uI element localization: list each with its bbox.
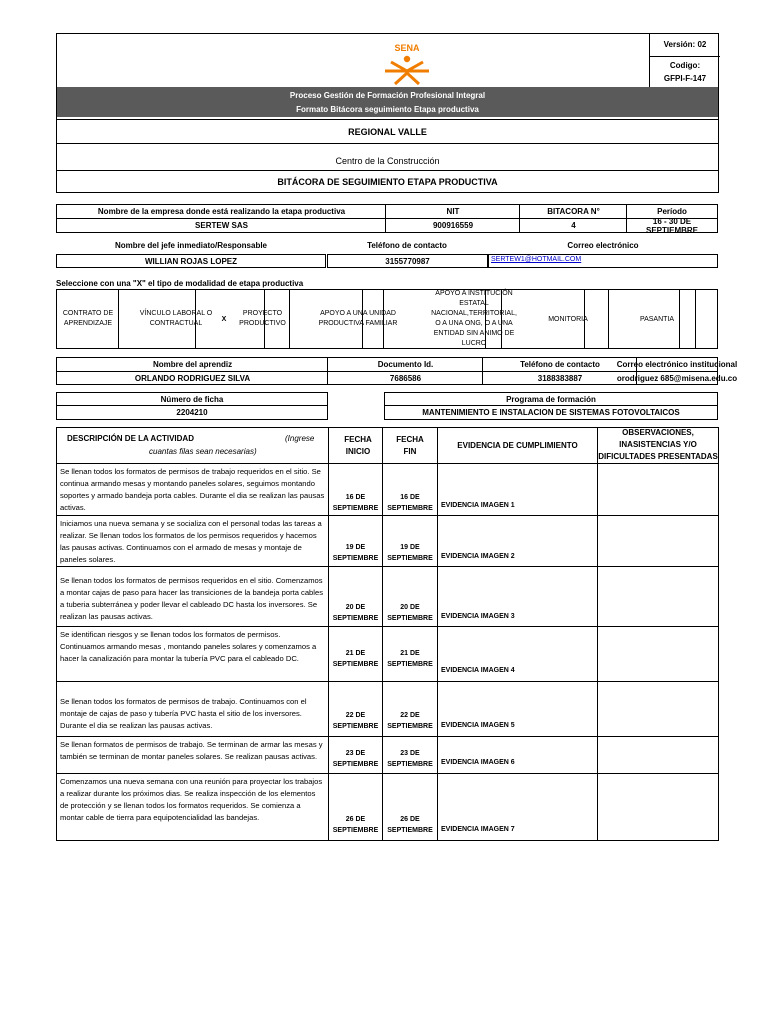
activity-end-date: 22 DE SEPTIEMBRE	[387, 711, 433, 730]
activity-row	[57, 627, 718, 682]
activity-description: Comenzamos una nueva semana con una reunión para proyectar los trabajos a realizar durante los próximos dias. Se realiza inspección de los elementos de protección y se llenan todos los formatos requeridos. Se comienza a montar cable de tierra para equipotencialidad las bandejas.	[60, 777, 323, 822]
activity-description: Se identifican riesgos y se llenan todos los formatos de permisos. Continuamos armando mesas , montando paneles solares y comenzamos a hacer la canalización para montar la tubería PVC para el cableado DC.	[60, 630, 317, 663]
activity-start-date: 23 DE SEPTIEMBRE	[332, 749, 379, 768]
document-header	[56, 33, 719, 193]
version-code-box	[649, 33, 720, 88]
modality-option-proyecto: PROYECTO PRODUCTIVO	[239, 310, 286, 327]
program-value: MANTENIMIENTO E INSTALACION DE SISTEMAS FOTOVOLTAICOS	[422, 408, 680, 417]
document-title: BITÁCORA DE SEGUIMIENTO ETAPA PRODUCTIVA	[57, 170, 718, 192]
apprentice-phone-value: 3188383887	[537, 374, 583, 383]
modality-mark-proyecto[interactable]	[290, 290, 304, 348]
modality-mark-monitoria[interactable]	[609, 290, 619, 348]
apprentice-phone-label: Teléfono de contacto	[520, 360, 600, 369]
regional-title: REGIONAL VALLE	[57, 119, 718, 144]
activity-description: Se llenan formatos de permisos de trabajo. Se terminan de armar las mesas y también se terminan de montar paneles solares. Se realizan pausas activas.	[60, 740, 323, 761]
activity-description: Se llenan todos los formatos de permisos de trabajo requeridos en el sitio. Se continua armando mesas y montando paneles solares, seguimos montando soportes y armado bandeja porta cables. Durante el dia se realizan las pausas activas.	[60, 467, 325, 512]
activity-row	[57, 567, 718, 627]
activity-row	[57, 516, 718, 567]
centro-title: Centro de la Construcción	[335, 156, 440, 166]
activity-end-date: 19 DE SEPTIEMBRE	[387, 543, 433, 562]
activities-table	[56, 427, 719, 841]
header-desc-note-a: (Ingrese	[285, 434, 315, 443]
activity-evidence: EVIDENCIA IMAGEN 7	[441, 826, 515, 833]
company-table	[56, 204, 718, 233]
activity-row	[57, 464, 718, 516]
activity-end-date: 23 DE SEPTIEMBRE	[387, 749, 433, 768]
activity-row	[57, 774, 718, 840]
modality-option-contrato: CONTRATO DE APRENDIZAJE	[62, 310, 114, 327]
process-band	[57, 87, 718, 117]
activity-observations	[601, 466, 715, 512]
apprentice-table	[56, 357, 738, 385]
company-name-value: SERTEW SAS	[195, 221, 248, 230]
modality-mark-institucion[interactable]	[514, 290, 528, 348]
boss-name-value: WILLIAN ROJAS LOPEZ	[56, 254, 326, 268]
header-desc: DESCRIPCIÓN DE LA ACTIVIDAD	[67, 434, 194, 443]
ficha-value: 2204210	[176, 408, 208, 417]
modality-mark-pasantia[interactable]	[696, 290, 717, 348]
boss-email-label: Correo electrónico	[567, 241, 639, 250]
activity-observations	[601, 518, 715, 564]
bitacora-label: BITACORA N°	[547, 207, 600, 216]
modality-mark-vinculo[interactable]: X	[221, 315, 227, 323]
modality-option-vinculo: VÍNCULO LABORAL O CONTRACTUAL	[139, 310, 213, 327]
activity-start-date: 19 DE SEPTIEMBRE	[332, 543, 379, 562]
header-end: FECHA FIN	[396, 435, 424, 456]
activity-observations	[601, 629, 715, 679]
ficha-label: Número de ficha	[57, 393, 327, 406]
boss-email-link[interactable]: SERTEW1@HOTMAIL.COM	[491, 256, 582, 263]
activity-start-date: 22 DE SEPTIEMBRE	[332, 711, 379, 730]
activity-start-date: 21 DE SEPTIEMBRE	[332, 649, 379, 668]
svg-text:SENA: SENA	[394, 43, 420, 53]
activity-row	[57, 737, 718, 774]
modality-mark-contrato[interactable]	[119, 290, 139, 348]
modality-option-monitoria: MONITORIA	[548, 315, 588, 323]
boss-phone-value: 3155770987	[327, 254, 488, 268]
activity-start-date: 20 DE SEPTIEMBRE	[332, 603, 379, 622]
activity-observations	[601, 739, 715, 771]
bitacora-value: 4	[571, 221, 576, 230]
activity-evidence: EVIDENCIA IMAGEN 1	[441, 502, 515, 509]
band-line2: Formato Bitácora seguimiento Etapa productiva	[296, 104, 479, 114]
activity-description: Iniciamos una nueva semana y se socializa con el personal todas las tareas a realizar. Se llenan todos los formatos de los permisos requeridos y hacemos las pausas activas. Continuamos con el armado de mesas y montaje de paneles solares.	[60, 519, 322, 564]
periodo-label: Período	[657, 207, 687, 216]
activity-end-date: 16 DE SEPTIEMBRE	[387, 493, 433, 512]
modality-option-unidad-familiar: APOYO A UNA UNIDAD PRODUCTIVA FAMILIAR	[318, 310, 398, 327]
activity-end-date: 26 DE SEPTIEMBRE	[387, 815, 433, 834]
activities-header-row	[57, 428, 718, 464]
activity-observations	[601, 569, 715, 623]
code-value: GFPI-F-147	[663, 73, 707, 83]
sena-logo-icon	[357, 40, 457, 90]
activity-end-date: 20 DE SEPTIEMBRE	[387, 603, 433, 622]
ficha-box	[56, 392, 328, 420]
activity-evidence: EVIDENCIA IMAGEN 2	[441, 553, 515, 560]
boss-name-label: Nombre del jefe inmediato/Responsable	[114, 241, 268, 250]
activity-description: Se llenan todos los formatos de permisos requeridos en el sitio. Comenzamos a montar cajas de paso para hacer las transiciones de la bandeja porta cables a tuberia subterránea y poder llevar el cableado DC hasta los inversores. Se realizan las pausas activas.	[60, 576, 323, 621]
apprentice-email-label: Correo electrónico institucional	[616, 360, 738, 369]
band-line1: Proceso Gestión de Formación Profesional Integral	[289, 90, 486, 100]
boss-phone-label: Teléfono de contacto	[367, 241, 447, 250]
modality-mark-unidad-familiar[interactable]	[384, 290, 394, 348]
nit-value: 900916559	[432, 221, 474, 230]
activity-observations	[601, 684, 715, 734]
header-start: FECHA INICIO	[344, 435, 372, 456]
boss-email-cell	[488, 254, 718, 268]
modality-option-pasantia: PASANTIA	[639, 315, 675, 323]
apprentice-doc-value: 7686586	[389, 374, 422, 383]
activity-evidence: EVIDENCIA IMAGEN 6	[441, 759, 515, 766]
apprentice-name-label: Nombre del aprendiz	[152, 360, 233, 369]
header-desc-note-b: cuantas filas sean necesarias)	[149, 447, 257, 456]
header-obs: OBSERVACIONES, INASISTENCIAS Y/O DIFICULTADES PRESENTADAS	[598, 428, 718, 461]
activity-end-date: 21 DE SEPTIEMBRE	[387, 649, 433, 668]
apprentice-doc-label: Documento Id.	[377, 360, 434, 369]
company-name-label: Nombre de la empresa donde está realizando la etapa productiva	[97, 207, 346, 216]
activity-evidence: EVIDENCIA IMAGEN 5	[441, 722, 515, 729]
sena-logo	[357, 40, 457, 90]
nit-label: NIT	[446, 207, 460, 216]
modality-table	[56, 289, 718, 349]
activity-evidence: EVIDENCIA IMAGEN 3	[441, 613, 515, 620]
apprentice-name-value: ORLANDO RODRIGUEZ SILVA	[134, 374, 251, 383]
code-label: Codigo:	[669, 60, 701, 70]
activity-row	[57, 682, 718, 737]
activity-description: Se llenan todos los formatos de permisos de trabajo. Continuamos con el montaje de cajas de paso y tubería PVC hasta el sitio de los inversores. Durante el dia se realizan las pausas activas.	[60, 697, 307, 730]
activity-start-date: 16 DE SEPTIEMBRE	[332, 493, 379, 512]
activity-evidence: EVIDENCIA IMAGEN 4	[441, 667, 515, 674]
apprentice-email-value: orodriguez 685@misena.edu.co	[616, 374, 738, 383]
program-box	[384, 392, 718, 420]
header-evidence: EVIDENCIA DE CUMPLIMIENTO	[457, 440, 578, 450]
activity-start-date: 26 DE SEPTIEMBRE	[332, 815, 379, 834]
version-label: Versión: 02	[650, 33, 720, 57]
periodo-value: 16 - 30 DE SEPTIEMBRE	[645, 216, 698, 235]
program-label: Programa de formación	[385, 393, 717, 406]
modality-option-institucion: APOYO A INSTITUCIÓN ESTATAL NACIONAL,TERRITORIAL, O A UNA ONG, O A UNA ENTIDAD SIN ANIMO DE LUCRO	[431, 290, 517, 347]
activity-observations	[601, 776, 715, 836]
modality-title: Seleccione con una "X" el tipo de modalidad de etapa productiva	[56, 279, 304, 288]
